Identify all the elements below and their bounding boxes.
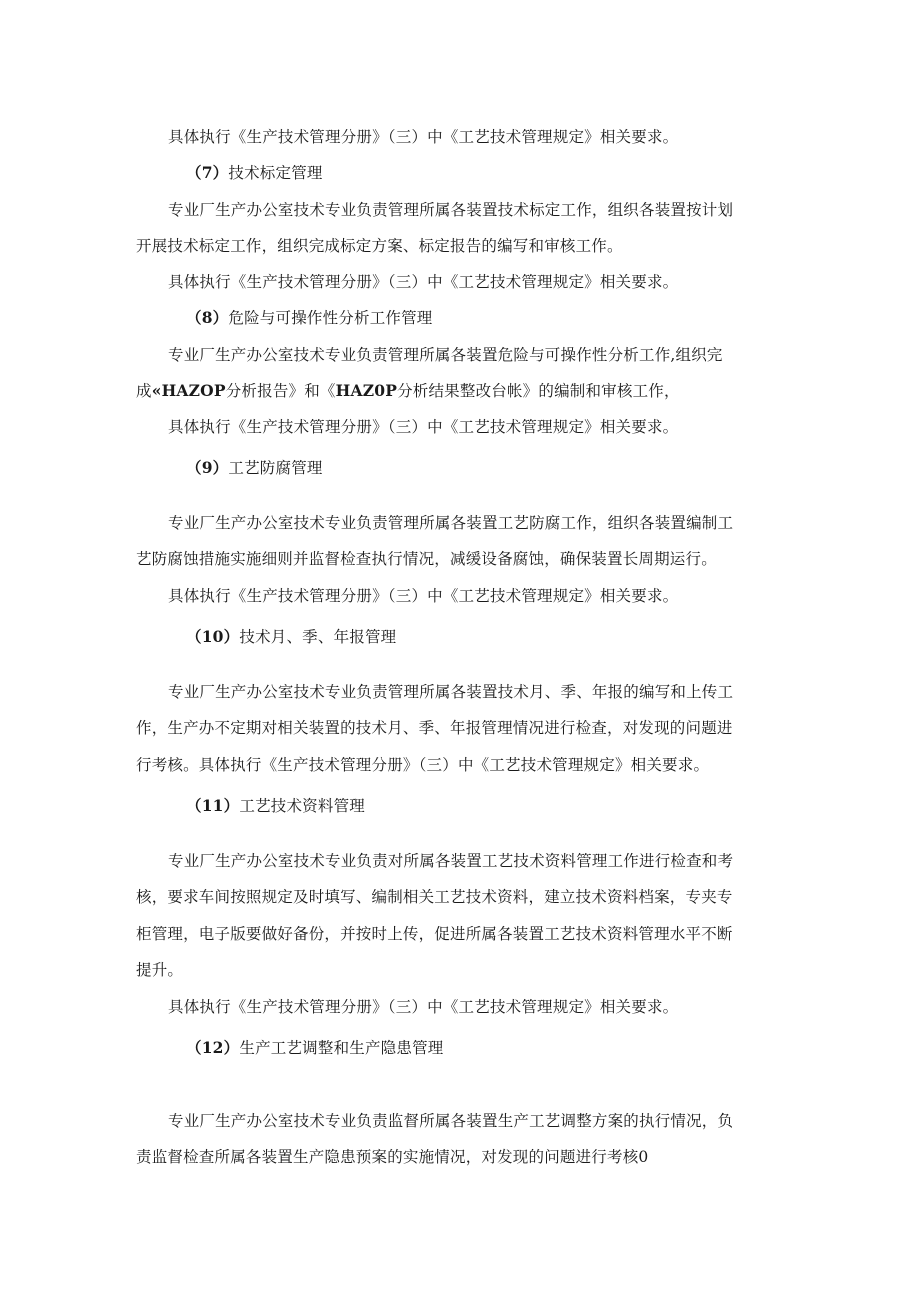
section-title: 技术月、季、年报管理 [239, 628, 397, 646]
paragraph-line: 具体执行《生产技术管理分册》（三）中《工艺技术管理规定》相关要求。 [168, 128, 679, 146]
paragraph-line: 责监督检查所属各装置生产隐患预案的实施情况，对发现的问题进行考核0 [136, 1148, 649, 1166]
section-number: （12） [186, 1038, 240, 1057]
paragraph-line: 艺防腐蚀措施实施细则并监督检查执行情况，减缓设备腐蚀，确保装置长周期运行。 [136, 550, 717, 568]
paragraph-line: 开展技术标定工作，组织完成标定方案、标定报告的编写和审核工作。 [136, 237, 623, 255]
text-run-bold: «HAZOP [151, 381, 226, 400]
paragraph-line: 具体执行《生产技术管理分册》（三）中《工艺技术管理规定》相关要求。 [168, 418, 679, 436]
text-run-bold: HAZ0P [335, 381, 398, 400]
paragraph-line: 提升。 [136, 961, 184, 979]
paragraph-line: 具体执行《生产技术管理分册》（三）中《工艺技术管理规定》相关要求。 [168, 998, 679, 1016]
section-number: （9） [186, 458, 229, 477]
paragraph-line: 作，生产办不定期对相关装置的技术月、季、年报管理情况进行检查，对发现的问题进 [136, 719, 733, 737]
paragraph-line: 专业厂生产办公室技术专业负责对所属各装置工艺技术资料管理工作进行检查和考 [168, 852, 734, 870]
text-run: 成 [136, 382, 152, 400]
paragraph-line: 专业厂生产办公室技术专业负责监督所属各装置生产工艺调整方案的执行情况，负 [168, 1112, 734, 1130]
section-title: 工艺技术资料管理 [239, 797, 365, 815]
text-run: 分析结果整改台帐》的编制和审核工作， [397, 382, 680, 400]
paragraph-line: 核，要求车间按照规定及时填写、编制相关工艺技术资料，建立技术资料档案，专夹专 [136, 888, 733, 906]
section-title: 危险与可操作性分析工作管理 [228, 309, 433, 327]
section-title: 生产工艺调整和生产隐患管理 [239, 1039, 444, 1057]
paragraph-line: 专业厂生产办公室技术专业负责管理所属各装置技术月、季、年报的编写和上传工 [168, 683, 734, 701]
text-run: 分析报告》和《 [225, 382, 336, 400]
paragraph-line: 具体执行《生产技术管理分册》（三）中《工艺技术管理规定》相关要求。 [168, 587, 679, 605]
paragraph-line: 行考核。具体执行《生产技术管理分册》（三）中《工艺技术管理规定》相关要求。 [136, 756, 710, 774]
section-title: 工艺防腐管理 [228, 459, 323, 477]
paragraph-line: 柜管理，电子版要做好备份，并按时上传，促进所属各装置工艺技术资料管理水平不断 [136, 925, 733, 943]
section-number: （11） [186, 796, 240, 815]
section-heading-9 [186, 458, 846, 478]
section-number: （10） [186, 627, 240, 646]
paragraph-line: 具体执行《生产技术管理分册》（三）中《工艺技术管理规定》相关要求。 [168, 273, 679, 291]
paragraph-line: 专业厂生产办公室技术专业负责管理所属各装置危险与可操作性分析工作,组织完 [168, 346, 723, 364]
paragraph-line [136, 381, 796, 401]
section-heading-11 [186, 796, 846, 816]
paragraph-line: 专业厂生产办公室技术专业负责管理所属各装置工艺防腐工作，组织各装置编制工 [168, 514, 734, 532]
section-title: 技术标定管理 [228, 164, 323, 182]
section-number: （8） [186, 308, 229, 327]
section-number: （7） [186, 163, 229, 182]
paragraph-line: 专业厂生产办公室技术专业负责管理所属各装置技术标定工作，组织各装置按计划 [168, 201, 734, 219]
section-heading-7 [186, 163, 846, 183]
section-heading-12 [186, 1038, 846, 1058]
section-heading-8 [186, 308, 846, 328]
section-heading-10 [186, 627, 846, 647]
